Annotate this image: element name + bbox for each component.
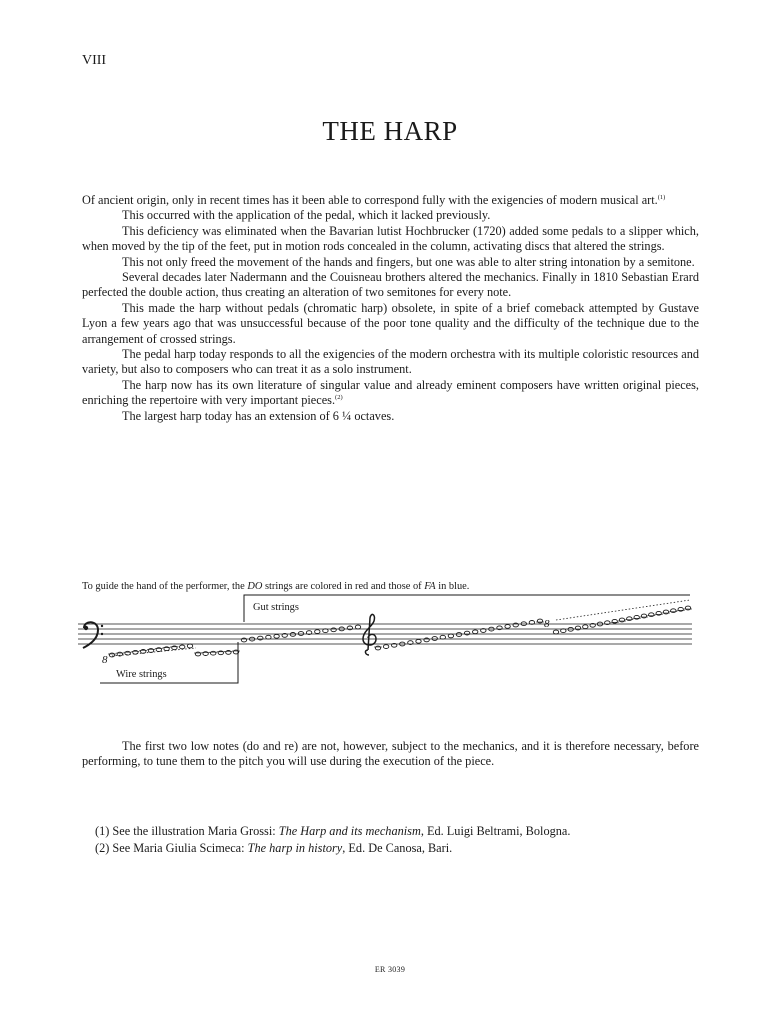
whole-note	[553, 630, 558, 634]
footnote-1	[95, 823, 570, 840]
paragraph-3: This deficiency was eliminated when the Bavarian lutist Hochbrucker (1720) added some pedals to a slipper which, when moved by the tip of the feet, put in motion rods concealed in the column, activating discs that altered the strings.	[82, 223, 699, 254]
whole-note	[187, 644, 192, 648]
whole-note	[505, 625, 510, 629]
footnote-1-title: The Harp and its mechanism	[278, 824, 421, 838]
paragraph-8	[82, 378, 699, 409]
staff-notes	[108, 606, 692, 657]
whole-note	[432, 637, 437, 641]
staff-lines	[78, 624, 692, 644]
whole-note	[226, 651, 231, 655]
whole-note	[375, 646, 380, 650]
whole-note	[218, 651, 223, 655]
whole-note	[141, 650, 146, 654]
whole-note	[671, 609, 676, 613]
whole-note	[634, 615, 639, 619]
caption-text-2: strings are colored in red and those of	[262, 581, 425, 592]
publisher-code: ER 3039	[374, 965, 406, 974]
whole-note	[266, 635, 271, 639]
page-title: THE HARP	[322, 116, 458, 146]
whole-note	[448, 634, 453, 638]
ottava-alta-line	[556, 600, 690, 620]
footnotes	[95, 823, 570, 856]
whole-note	[383, 645, 388, 649]
footnote-1-suffix: , Ed. Luigi Beltrami, Bologna.	[420, 824, 571, 838]
ottava-bassa-mark: 8	[102, 654, 108, 666]
paragraph-8-text: The harp now has its own literature of singular value and already eminent composers have written original pieces, enriching the repertoire with very important pieces.	[82, 377, 699, 408]
whole-note	[619, 618, 624, 622]
paragraph-1	[82, 193, 699, 208]
whole-note	[464, 631, 469, 635]
whole-note	[355, 625, 360, 629]
footnote-ref-2: (2)	[335, 394, 343, 402]
whole-note	[612, 619, 617, 623]
caption-fa: FA	[424, 581, 436, 592]
page-number: VIII	[82, 53, 107, 68]
caption-text-3: in blue.	[435, 581, 470, 592]
whole-note	[649, 613, 654, 617]
paragraph-1-text: Of ancient origin, only in recent times has it been able to correspond fully with the exigencies of modern musical art.	[82, 193, 658, 207]
paragraph-4: This not only freed the movement of the hands and fingers, but one was able to alter string intonation by a semitone.	[122, 254, 695, 269]
gut-strings-label: Gut strings	[253, 602, 299, 613]
caption-text-1: To guide the hand of the performer, the	[82, 581, 248, 592]
whole-note	[663, 610, 668, 614]
whole-note	[583, 625, 588, 629]
whole-note	[274, 634, 279, 638]
footnote-2-title: The harp in history	[247, 840, 343, 855]
footnote-2-prefix: (2) See Maria Giulia Scimeca:	[95, 840, 248, 855]
whole-note	[473, 630, 478, 634]
whole-note	[641, 614, 646, 618]
whole-note	[678, 607, 683, 611]
paragraph-7: The pedal harp today responds to all the exigencies of the modern orchestra with its multiple coloristic resources and variety, but also to composers who can treat it as a solo instrument.	[82, 347, 699, 377]
low-notes-paragraph: The first two low notes (do and re) are not, however, subject to the mechanics, and it is therefore necessary, before performing, to tune them to the pitch you will use during the execution of the piece.	[82, 739, 699, 769]
whole-note	[537, 619, 542, 623]
whole-note	[416, 639, 421, 643]
whole-note	[148, 649, 153, 653]
whole-note	[109, 653, 114, 657]
figure-caption	[82, 581, 469, 592]
whole-note	[315, 630, 320, 634]
paragraph-2: This occurred with the application of the pedal, which it lacked previously.	[122, 208, 491, 223]
whole-note	[685, 606, 690, 610]
whole-note	[172, 646, 177, 650]
paragraph-5: Several decades later Nadermann and the Couisneau brothers altered the mechanics. Finally in 1810 Sebastian Erard perfected the double action, thus creating an alteration of two semitones for every note.	[82, 270, 699, 300]
whole-note	[440, 635, 445, 639]
whole-note	[298, 632, 303, 636]
ottava-alta-mark: 8	[544, 618, 550, 630]
whole-note	[456, 633, 461, 637]
harp-range-staff	[78, 592, 702, 686]
treble-clef-icon	[363, 614, 376, 655]
whole-note	[156, 648, 161, 652]
paragraph-6: This made the harp without pedals (chromatic harp) obsolete, in spite of a brief comeback attempted by Gustave Lyon a few years ago that was unsuccessful because of the poor tone quality and the difficulty of the technique due to the arrangement of crossed strings.	[82, 300, 699, 346]
whole-note	[164, 647, 169, 651]
whole-note	[331, 628, 336, 632]
whole-note	[203, 652, 208, 656]
whole-note	[258, 636, 263, 640]
caption-do: DO	[247, 581, 263, 592]
footnote-2-suffix: , Ed. De Canosa, Bari.	[342, 840, 453, 855]
footnote-2	[95, 840, 570, 857]
footnote-1-prefix: (1) See the illustration Maria Grossi:	[95, 824, 279, 838]
whole-note	[656, 611, 661, 615]
paragraph-9: The largest harp today has an extension of 6 ¼ octaves.	[122, 408, 395, 423]
whole-note	[195, 652, 200, 656]
whole-note	[211, 651, 216, 655]
footnote-ref-1: (1)	[657, 193, 666, 201]
wire-strings-label: Wire strings	[116, 669, 167, 680]
whole-note	[627, 617, 632, 621]
whole-note	[290, 633, 295, 637]
body-text	[82, 193, 699, 424]
whole-note	[180, 645, 185, 649]
whole-note	[424, 638, 429, 642]
